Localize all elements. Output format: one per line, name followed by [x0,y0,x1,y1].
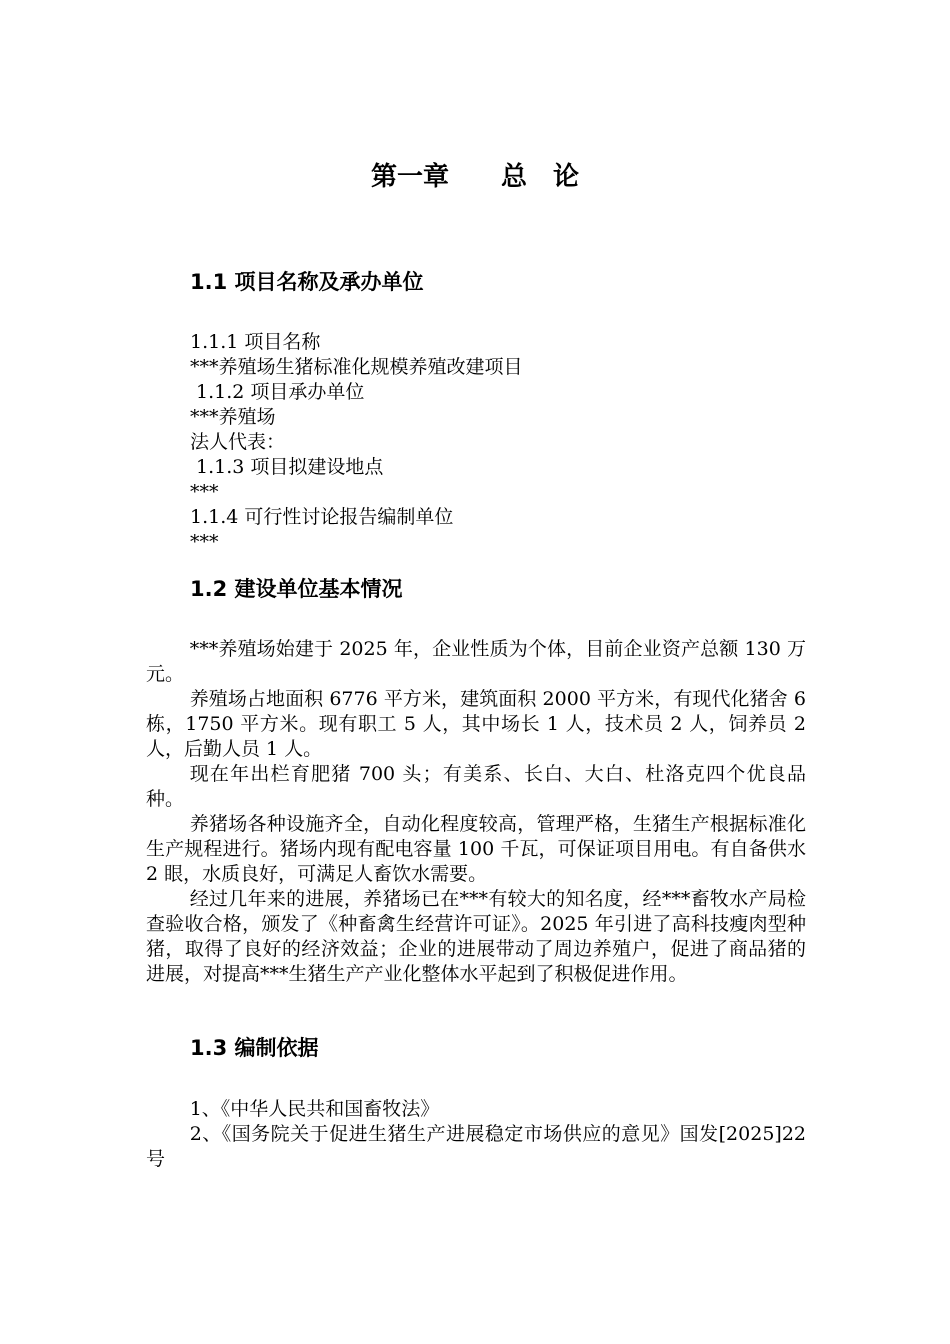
paragraph: 现在年出栏育肥猪 700 头；有美系、长白、大白、杜洛克四个优良品种。 [146,763,806,810]
construction-site: *** [190,481,219,503]
report-compiler: *** [190,531,219,553]
paragraph: ***养殖场始建于 2025 年，企业性质为个体，目前企业资产总额 130 万元。 [146,638,806,685]
reference-item: 2、《国务院关于促进生猪生产进展稳定市场供应的意见》国发[2025]22 号 [146,1123,806,1170]
section-heading-1-1: 1.1 项目名称及承办单位 [190,270,424,294]
chapter-title: 第一章 总 论 [370,162,579,192]
subsection-1-1-4-title: 1.1.4 可行性讨论报告编制单位 [190,506,454,528]
reference-item: 1、《中华人民共和国畜牧法》 [189,1098,440,1120]
subsection-1-1-3-title: 1.1.3 项目拟建设地点 [190,456,384,478]
paragraph: 养殖场占地面积 6776 平方米，建筑面积 2000 平方米，有现代化猪舍 6 栋，1750 平方米。现有职工 5 人，其中场长 1 人，技术员 2 人，饲养员 2 人，后勤人员 1 人。 [146,688,806,760]
legal-representative: 法人代表： [190,431,286,453]
subsection-1-1-2-title: 1.1.2 项目承办单位 [190,381,365,403]
section-heading-1-2: 1.2 建设单位基本情况 [190,577,403,601]
section-heading-1-3: 1.3 编制依据 [190,1036,319,1060]
subsection-1-1-1-title: 1.1.1 项目名称 [190,331,321,353]
paragraph: 养猪场各种设施齐全，自动化程度较高，管理严格，生猪生产根据标准化生产规程进行。猪场内现有配电容量 100 千瓦，可保证项目用电。有自备供水 2 眼，水质良好，可满足人畜饮水需要。 [146,813,806,885]
project-name: ***养殖场生猪标准化规模养殖改建项目 [190,356,523,378]
undertaking-unit: ***养殖场 [190,406,276,428]
paragraph: 经过几年来的进展，养猪场已在***有较大的知名度，经***畜牧水产局检查验收合格，颁发了《种畜禽生经营许可证》。2025 年引进了高科技瘦肉型种猪，取得了良好的经济效益；企业的进展带动了周边养殖户，促进了商品猪的进展，对提高***生猪生产产业化整体水平起到了积极促进作用。 [146,888,806,985]
